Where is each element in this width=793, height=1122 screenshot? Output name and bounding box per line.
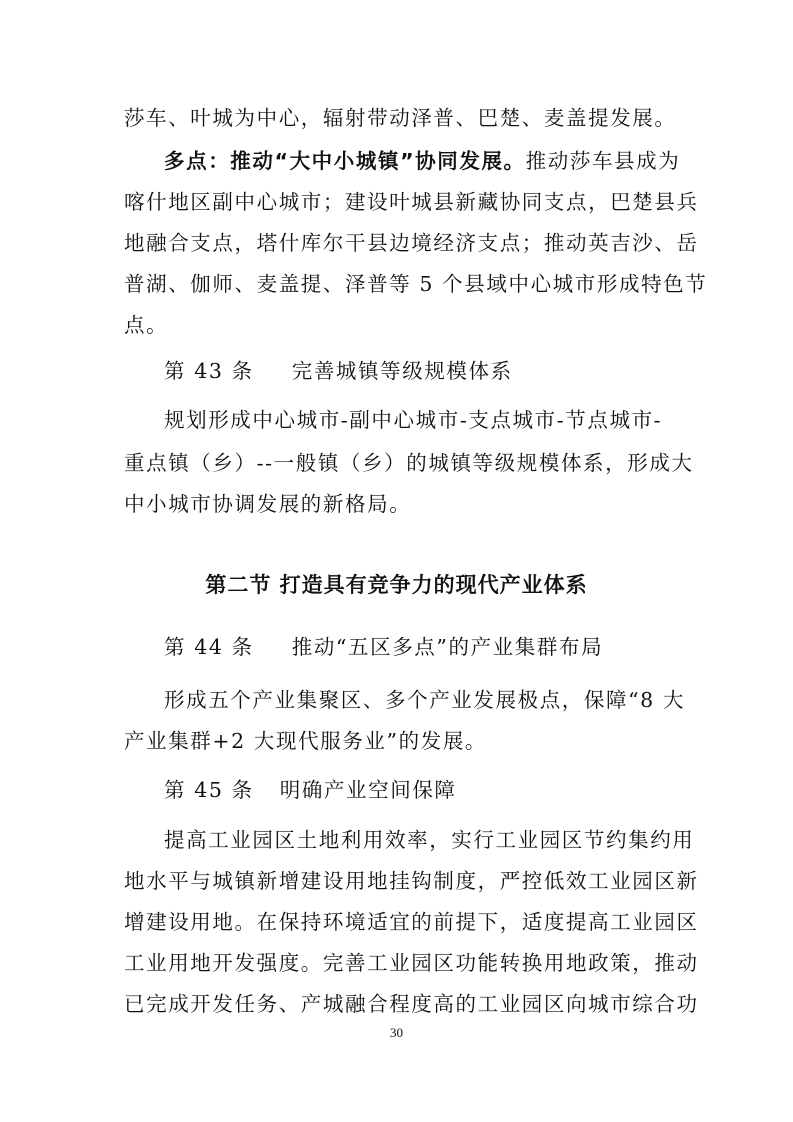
article-title: 完善城镇等级规模体系 [291, 359, 513, 383]
paragraph-line: 已完成开发任务、产城融合程度高的工业园区向城市综合功 [124, 992, 699, 1016]
paragraph-line: 提高工业园区土地利用效率，实行工业园区节约集约用 [164, 828, 695, 852]
paragraph-line: 产业集群+2 大现代服务业”的发展。 [124, 729, 488, 753]
article-title: 明确产业空间保障 [279, 778, 457, 802]
article-heading [164, 632, 724, 662]
paragraph-line: 点。 [124, 313, 169, 337]
article-number: 第 43 条 [164, 359, 254, 383]
section-heading: 第二节 打造具有竞争力的现代产业体系 [205, 573, 588, 597]
bold-lead-text: 多点：推动“大中小城镇”协同发展。 [164, 149, 526, 173]
paragraph-line: 重点镇（乡）--一般镇（乡）的城镇等级规模体系，形成大 [124, 451, 694, 475]
page-number: 30 [390, 1025, 403, 1040]
paragraph-line: 中小城市协调发展的新格局。 [124, 492, 412, 516]
paragraph-line: 地水平与城镇新增建设用地挂钩制度，严控低效工业园区新 [124, 869, 699, 893]
paragraph-line: 工业用地开发强度。完善工业园区功能转换用地政策，推动 [124, 951, 699, 975]
paragraph-line: 形成五个产业集聚区、多个产业发展极点，保障“8 大 [164, 688, 686, 712]
article-number: 第 44 条 [164, 635, 254, 659]
article-number: 第 45 条 [164, 778, 254, 802]
paragraph-line [164, 146, 724, 176]
paragraph-line: 普湖、伽师、麦盖提、泽普等 5 个县域中心城市形成特色节 [124, 272, 708, 296]
article-heading [164, 356, 724, 386]
paragraph-line: 规划形成中心城市-副中心城市-支点城市-节点城市- [164, 408, 663, 432]
paragraph-text: 推动莎车县成为 [525, 149, 681, 173]
paragraph-line: 喀什地区副中心城市；建设叶城县新藏协同支点，巴楚县兵 [124, 190, 699, 214]
paragraph-line: 莎车、叶城为中心，辐射带动泽普、巴楚、麦盖提发展。 [124, 106, 677, 130]
paragraph-line: 地融合支点，塔什库尔干县边境经济支点；推动英吉沙、岳 [124, 231, 699, 255]
paragraph-line: 增建设用地。在保持环境适宜的前提下，适度提高工业园区 [124, 910, 699, 934]
article-title: 推动“五区多点”的产业集群布局 [291, 635, 604, 659]
article-heading [164, 775, 724, 805]
